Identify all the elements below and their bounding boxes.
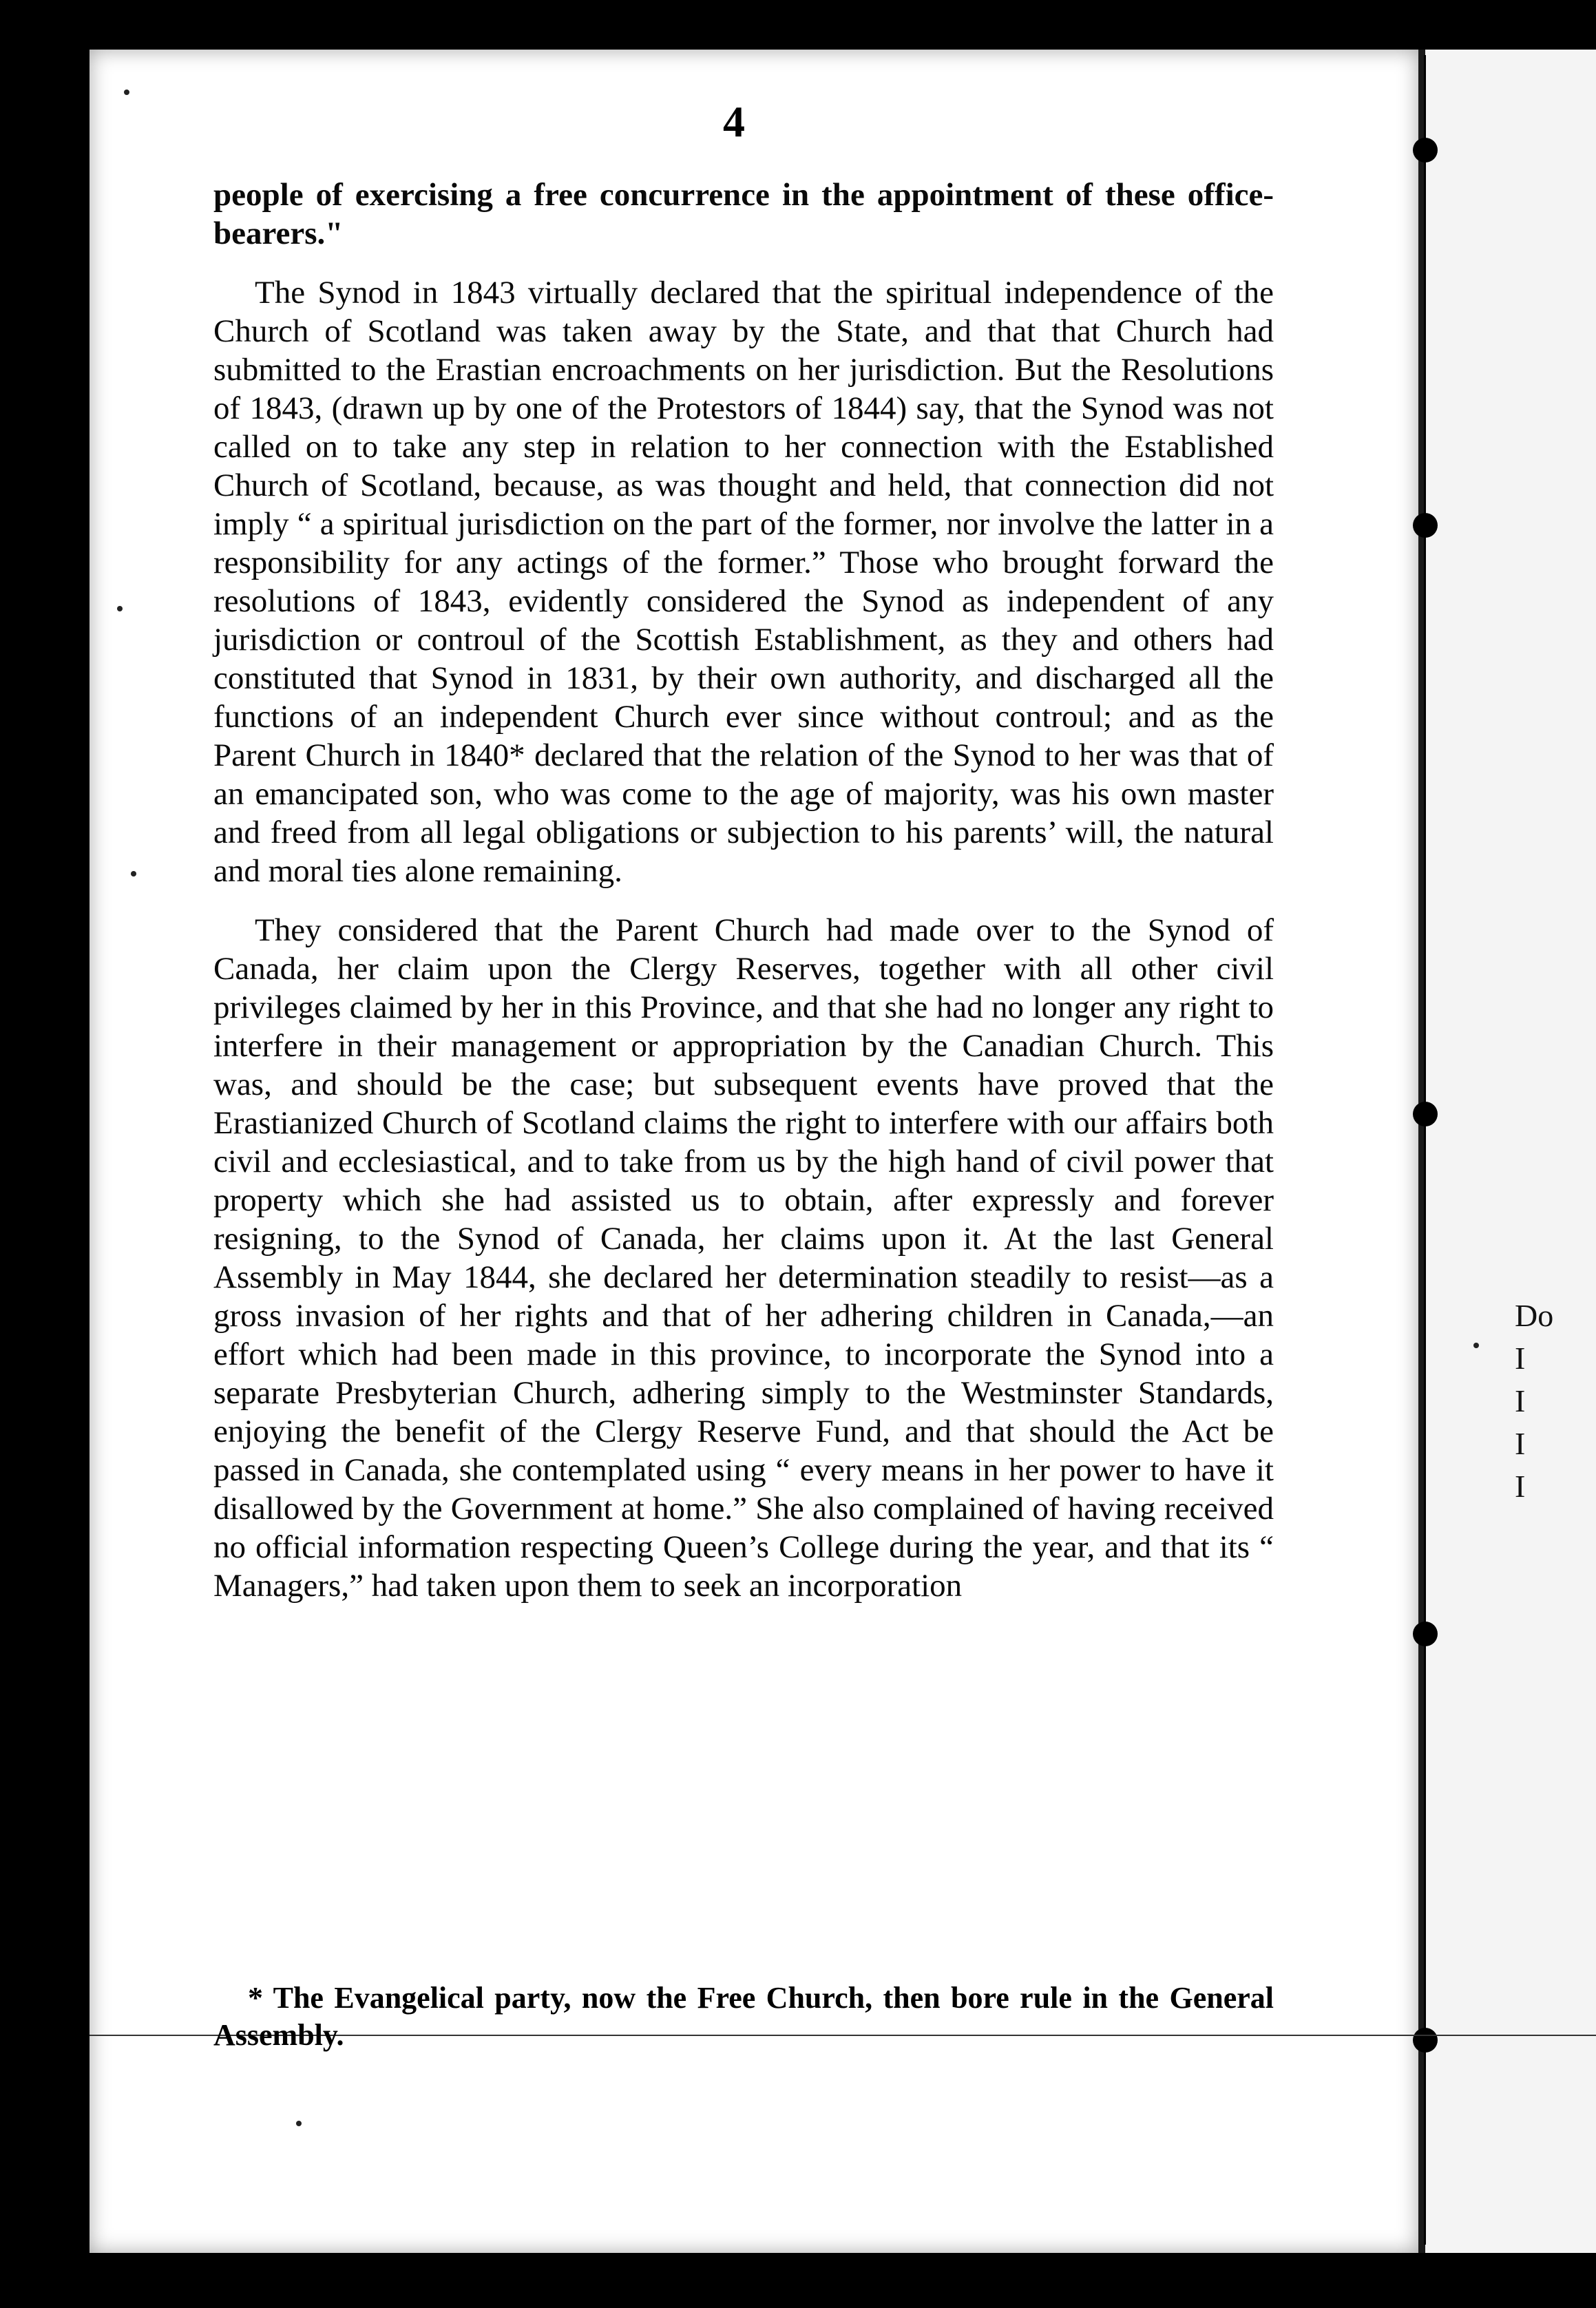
adjacent-page-text: [1515, 1294, 1553, 1508]
margin-marker-icon: [1413, 138, 1438, 162]
margin-fragment: I: [1515, 1341, 1526, 1376]
gutter-line: [1424, 55, 1426, 2245]
scan-speck: [117, 606, 123, 611]
paragraph: They considered that the Parent Church had made over to the Synod of Canada, her claim upon the Clergy Reserves, together with all other civil privileges claimed by her in this Province, and that she had no longer any right to interfere in their management or appropriation by the Canadian Church. This was, and should be the case; but subsequent events have proved that the Erastianized Church of Scotland claims the right to interfere with our affairs both civil and ecclesiastical, and to take from us by the high hand of civil power that property which she had assisted us to obtain, after expressly and forever resigning, to the Synod of Canada, her claims upon it. At the last General Assembly in May 1844, she declared her determination steadily to resist—as a gross invasion of her rights and that of her adhering children in Canada,—an effort which had been made in this province, to incorporate the Synod into a separate Presbyterian Church, adhering simply to the Westminster Standards, enjoying the benefit of the Clergy Reserve Fund, and that should the Act be passed in Canada, she contemplated using “ every means in her power to have it disallowed by the Government at home.” She also complained of having received no official information respecting Queen’s College during the year, and that its “ Managers,” had taken upon them to seek an incorporation: [213, 912, 1274, 1604]
margin-marker-icon: [1413, 2028, 1438, 2053]
scan-speck: [296, 2121, 302, 2126]
body-text: [213, 176, 1274, 1626]
margin-marker-icon: [1413, 1102, 1438, 1126]
paragraph: The Synod in 1843 virtually declared that the spiritual independence of the Church of Scotland was taken away by the State, and that that Church had submitted to the Erastian encroachments on her jurisdiction. But the Resolutions of 1843, (drawn up by one of the Protestors of 1844) say, that the Synod was not called on to take any step in relation to her connection with the Established Church of Scotland, because, as was thought and held, that connection did not imply “ a spiritual jurisdiction on the part of the former, nor involve the latter in a responsibility for any actings of the former.” Those who brought forward the resolutions of 1843, evidently considered the Synod as independent of any jurisdiction or controul of the Scottish Establishment, as they and others had constituted that Synod in 1831, by their own authority, and discharged all the functions of an independent Church ever since without controul; and as the Parent Church in 1840* declared that the relation of the Synod to her was that of an emancipated son, who was come to the age of majority, was his own master and freed from all legal obligations or subjection to his parents’ will, the natural and moral ties alone remaining.: [213, 275, 1274, 889]
margin-fragment: I: [1515, 1426, 1526, 1461]
margin-marker-icon: [1413, 1622, 1438, 1646]
page-number: 4: [723, 97, 745, 146]
scan-speck: [1473, 1343, 1479, 1348]
adjacent-page: [1425, 50, 1596, 2253]
margin-fragment: I: [1515, 1383, 1526, 1418]
paragraph: people of exercising a free concurrence in the appointment of these office-bearers.": [213, 177, 1274, 251]
scan-speck: [124, 90, 129, 95]
footnote: * The Evangelical party, now the Free Church, then bore rule in the General Assembly.: [213, 1981, 1274, 2052]
scan-speck: [131, 871, 136, 877]
margin-marker-icon: [1413, 513, 1438, 538]
margin-fragment: Do: [1515, 1298, 1554, 1333]
margin-fragment: I: [1515, 1469, 1526, 1504]
